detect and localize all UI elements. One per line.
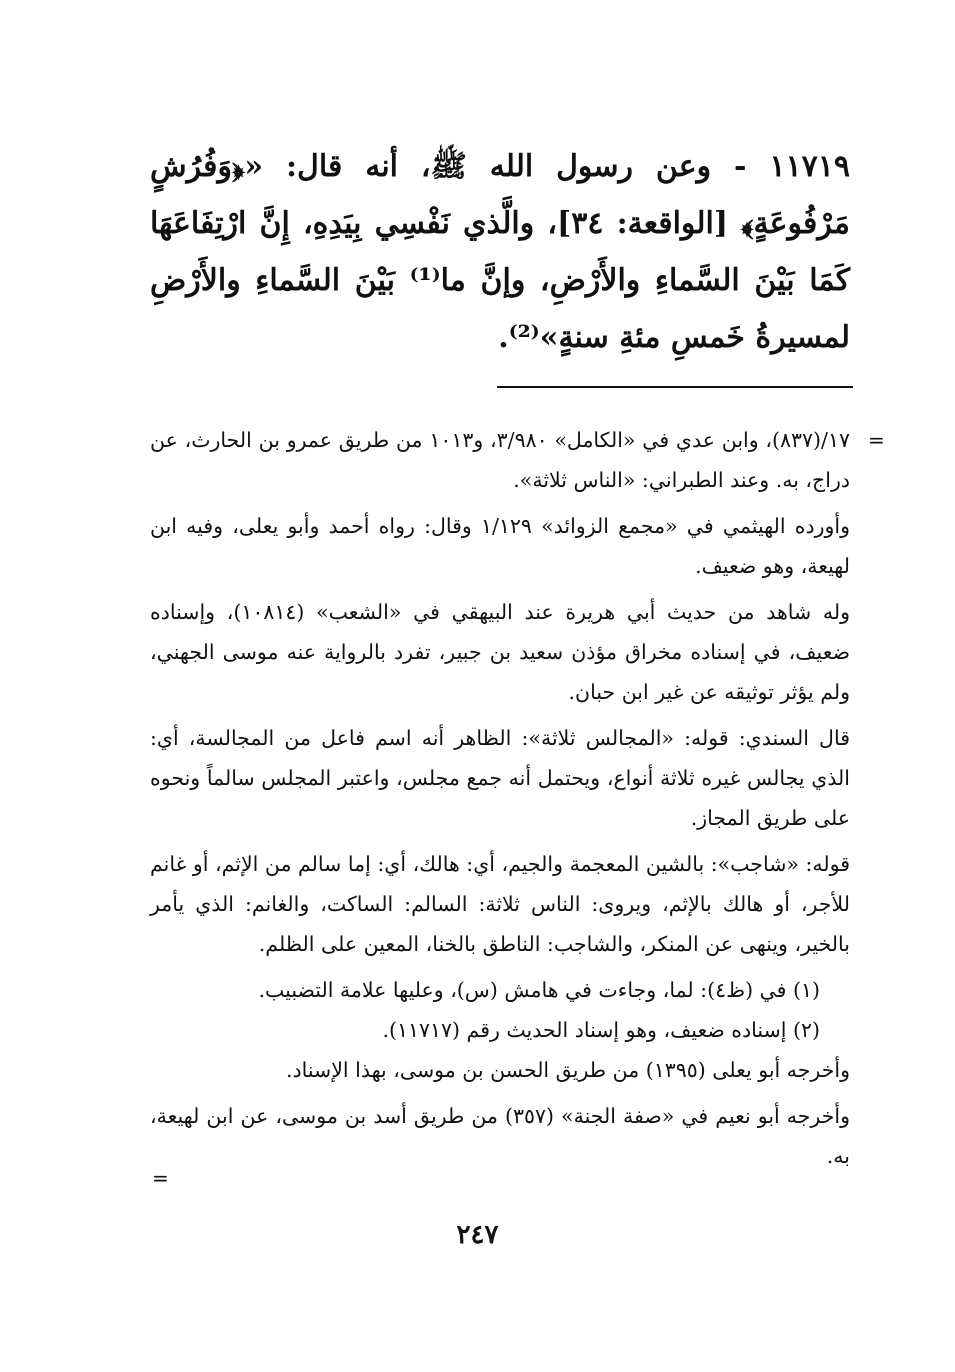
hadith-paragraph: ١١٧١٩ - وعن رسول الله ﷺ، أنه قال: «﴿وَفُرُشٍ مَرْفُوعَةٍ﴾ [الواقعة: ٣٤]، والَّذي نَفْسِي بِيَدِهِ، إِنَّ ارْتِفَاعَهَا كَمَا بَيْنَ السَّماءِ والأَرْضِ، وإنَّ ما⁽¹⁾ بَيْنَ السَّماءِ والأَرْضِ لمسيرةُ خَمسِ مئةِ سنةٍ»⁽²⁾. bbox=[150, 149, 850, 355]
continuation-mark-bottom: = bbox=[152, 1166, 169, 1190]
hadith-text bbox=[150, 138, 850, 366]
footnote-continued-5: قوله: «شاجب»: بالشين المعجمة والجيم، أي: هالك، أي: إما سالم من الإثم، أو غانم للأجر، أو هالك بالإثم، ويروى: الناس ثلاثة: السالم: الساكت، والغانم: الذي يأمر بالخير، وينهى عن المنكر، والشاجب: الناطق بالخنا، المعين على الظلم. bbox=[150, 852, 850, 956]
footnote-continued-4: قال السندي: قوله: «المجالس ثلاثة»: الظاهر أنه اسم فاعل من المجالسة، أي: الذي يجالس غيره ثلاثة أنواع، ويحتمل أنه جمع مجلس، واعتبر المجلس سالماً ونحوه على طريق المجاز. bbox=[150, 726, 850, 830]
footnote-extra-2: وأخرجه أبو نعيم في «صفة الجنة» (٣٥٧) من طريق أسد بن موسى، عن ابن لهيعة، به. bbox=[150, 1104, 851, 1168]
footnotes bbox=[150, 420, 850, 1182]
footnote-continued-2: وأورده الهيثمي في «مجمع الزوائد» ١/١٢٩ وقال: رواه أحمد وأبو يعلى، وفيه ابن لهيعة، وهو ضعيف. bbox=[150, 514, 850, 578]
page-number: ٢٤٧ bbox=[456, 1220, 499, 1250]
continuation-mark-top: = bbox=[868, 428, 885, 452]
footnote-continued-3: وله شاهد من حديث أبي هريرة عند البيهقي في «الشعب» (١٠٨١٤)، وإسناده ضعيف، في إسناده مخراق مؤذن سعيد بن جبير، تفرد بالرواية عنه موسى الجهني، ولم يؤثر توثيقه عن غير ابن حبان. bbox=[150, 600, 850, 704]
footnote-2: (٢) إسناده ضعيف، وهو إسناد الحديث رقم (١١٧١٧). bbox=[382, 1018, 820, 1042]
footnote-separator bbox=[497, 386, 853, 388]
footnote-1: (١) في (ظ٤): لما، وجاءت في هامش (س)، وعليها علامة التضبيب. bbox=[258, 978, 820, 1002]
footnote-continued-1: ١٧/(٨٣٧)، وابن عدي في «الكامل» ٣/٩٨٠، و١٠١٣ من طريق عمرو بن الحارث، عن دراج، به. وعند الطبراني: «الناس ثلاثة». bbox=[150, 428, 850, 492]
footnote-extra-1: وأخرجه أبو يعلى (١٣٩٥) من طريق الحسن بن موسى، بهذا الإسناد. bbox=[285, 1058, 850, 1082]
